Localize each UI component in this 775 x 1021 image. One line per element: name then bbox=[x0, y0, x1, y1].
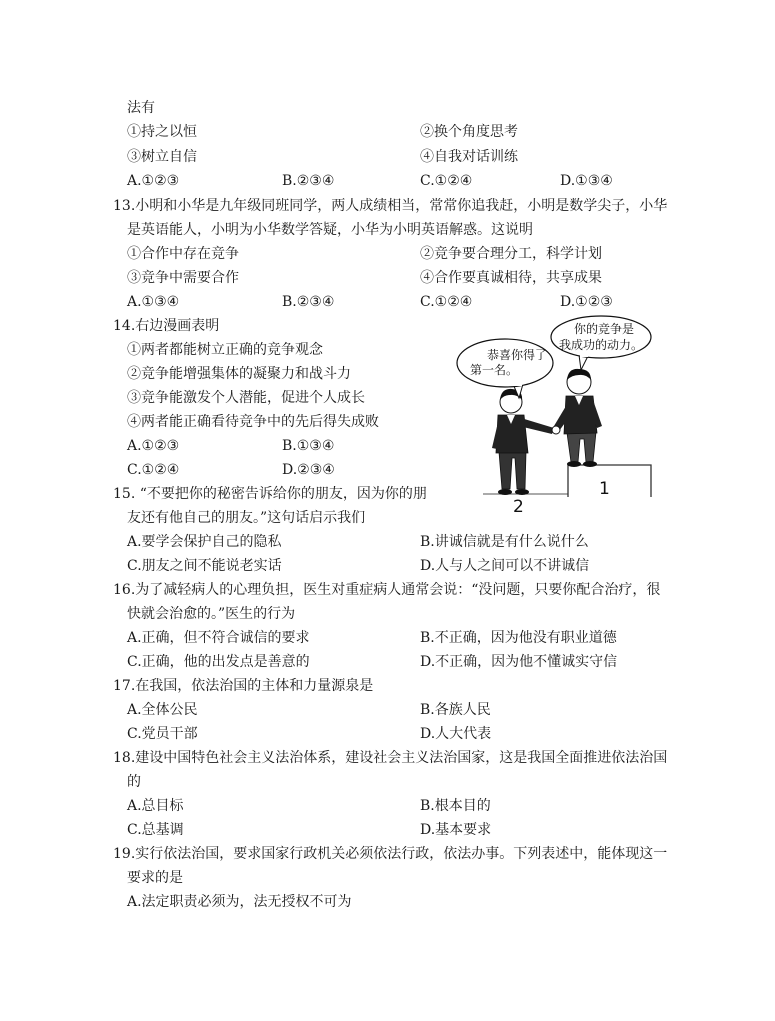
q12-option-c: C.①②④ bbox=[420, 173, 473, 189]
figure-first-place bbox=[554, 369, 602, 467]
q17-stem: 17.在我国，依法治国的主体和力量源泉是 bbox=[113, 678, 374, 694]
q17-option-b: B.各族人民 bbox=[420, 702, 491, 718]
q13-option-b: B.②③④ bbox=[282, 294, 335, 310]
handshake bbox=[552, 426, 560, 434]
q16-option-d: D.不正确，因为他不懂诚实守信 bbox=[420, 654, 618, 670]
q14-item-1: ①两者都能树立正确的竞争观念 bbox=[127, 342, 323, 358]
q15-stem-line-1: 15. “不要把你的秘密告诉给你的朋友，因为你的朋 bbox=[113, 486, 427, 502]
q19-stem-line-1: 19.实行依法治国，要求国家行政机关必须依法行政，依法办事。下列表述中，能体现这一 bbox=[113, 846, 668, 862]
q12-item-1: ①持之以恒 bbox=[127, 124, 197, 140]
q14-stem: 14.右边漫画表明 bbox=[113, 318, 220, 334]
q15-option-b: B.讲诚信就是有什么说什么 bbox=[420, 534, 589, 550]
q13-option-c: C.①②④ bbox=[420, 294, 473, 310]
q16-option-b: B.不正确，因为他没有职业道德 bbox=[420, 630, 617, 646]
q13-item-3: ③竞争中需要合作 bbox=[127, 270, 239, 286]
q19-stem-line-2: 要求的是 bbox=[127, 870, 183, 886]
bubble-left-line-2: 第一名。 bbox=[470, 363, 519, 377]
q13-stem-line-2: 是英语能人，小明为小华数学答疑，小华为小明英语解惑。这说明 bbox=[127, 222, 533, 238]
q14-option-d: D.②③④ bbox=[282, 462, 335, 478]
q17-option-d: D.人大代表 bbox=[420, 726, 492, 742]
bubble-right-line-2: 我成功的动力。 bbox=[559, 338, 644, 352]
q14-item-3: ③竞争能激发个人潜能，促进个人成长 bbox=[127, 390, 365, 406]
speech-bubble-left bbox=[457, 339, 553, 398]
competition-cartoon bbox=[455, 312, 660, 517]
q12-stem-continuation: 法有 bbox=[127, 100, 155, 116]
podium-second-number: 2 bbox=[513, 497, 524, 517]
q13-item-4: ④合作要真诚相待，共享成果 bbox=[420, 270, 602, 286]
q15-option-c: C.朋友之间不能说老实话 bbox=[127, 558, 282, 574]
q18-option-c: C.总基调 bbox=[127, 822, 184, 838]
q15-stem-line-2: 友还有他自己的朋友。”这句话启示我们 bbox=[127, 510, 366, 526]
figure-second-place bbox=[492, 389, 554, 495]
q17-option-c: C.党员干部 bbox=[127, 726, 198, 742]
bubble-right-line-1: 你的竞争是 bbox=[574, 322, 635, 336]
q13-option-d: D.①②③ bbox=[560, 294, 613, 310]
q16-option-a: A.正确，但不符合诚信的要求 bbox=[127, 630, 310, 646]
q18-option-b: B.根本目的 bbox=[420, 798, 491, 814]
q13-option-a: A.①③④ bbox=[127, 294, 180, 310]
q14-item-2: ②竞争能增强集体的凝聚力和战斗力 bbox=[127, 366, 351, 382]
q18-stem-line-2: 的 bbox=[127, 774, 141, 790]
speech-bubble-right bbox=[551, 316, 651, 370]
q14-option-a: A.①②③ bbox=[127, 438, 180, 454]
q12-item-3: ③树立自信 bbox=[127, 149, 197, 165]
q16-stem-line-2: 快就会治愈的。”医生的行为 bbox=[127, 606, 296, 622]
q12-option-a: A.①②③ bbox=[127, 173, 180, 189]
q18-option-d: D.基本要求 bbox=[420, 822, 492, 838]
q12-option-b: B.②③④ bbox=[282, 173, 335, 189]
q19-option-a: A.法定职责必须为，法无授权不可为 bbox=[127, 894, 352, 910]
q12-item-4: ④自我对话训练 bbox=[420, 149, 518, 165]
q13-item-1: ①合作中存在竞争 bbox=[127, 246, 239, 262]
q16-option-c: C.正确，他的出发点是善意的 bbox=[127, 654, 310, 670]
q12-option-d: D.①③④ bbox=[560, 173, 613, 189]
q18-stem-line-1: 18.建设中国特色社会主义法治体系，建设社会主义法治国家，这是我国全面推进依法治国 bbox=[113, 750, 668, 766]
bubble-left-line-1: 恭喜你得了 bbox=[487, 348, 548, 362]
q14-item-4: ④两者能正确看待竞争中的先后得失成败 bbox=[127, 414, 379, 430]
q13-item-2: ②竞争要合理分工，科学计划 bbox=[420, 246, 602, 262]
q17-option-a: A.全体公民 bbox=[127, 702, 198, 718]
podium-first-number: 1 bbox=[599, 479, 610, 499]
q12-item-2: ②换个角度思考 bbox=[420, 124, 518, 140]
q13-stem-line-1: 13.小明和小华是九年级同班同学，两人成绩相当，常常你追我赶，小明是数学尖子，小华 bbox=[113, 198, 668, 214]
q14-option-b: B.①③④ bbox=[282, 438, 335, 454]
q16-stem-line-1: 16.为了减轻病人的心理负担，医生对重症病人通常会说：“没问题，只要你配合治疗，很 bbox=[113, 582, 661, 598]
q15-option-d: D.人与人之间可以不讲诚信 bbox=[420, 558, 590, 574]
q14-option-c: C.①②④ bbox=[127, 462, 180, 478]
q18-option-a: A.总目标 bbox=[127, 798, 184, 814]
q15-option-a: A.要学会保护自己的隐私 bbox=[127, 534, 282, 550]
